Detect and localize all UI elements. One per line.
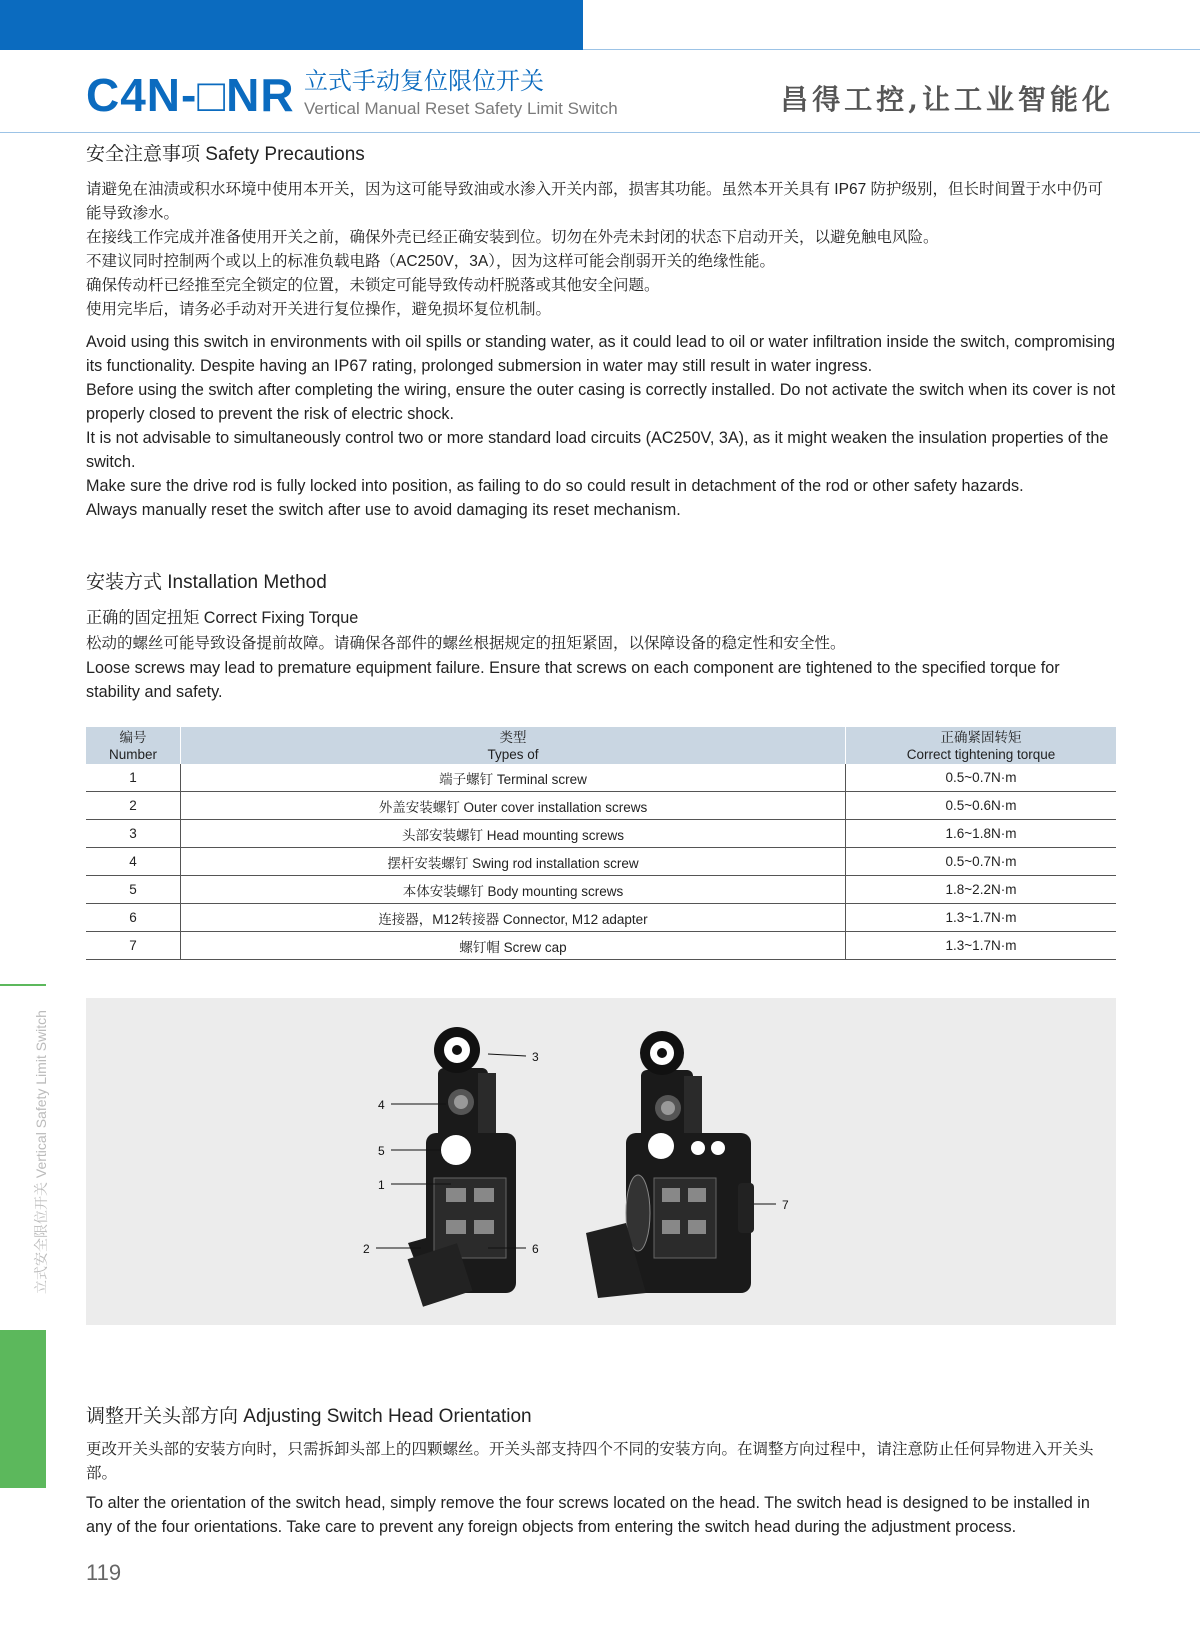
- callout-label: 6: [532, 1242, 539, 1256]
- safety-en-line: It is not advisable to simultaneously control two or more standard load circuits (AC250V, 3A), as it might weaken the insulation properties of the switch.: [86, 429, 1109, 471]
- cell-number: 6: [86, 904, 181, 932]
- cell-torque: 0.5~0.7N·m: [846, 764, 1117, 792]
- page-number: 119: [86, 1560, 122, 1585]
- cell-type: 螺钉帽 Screw cap: [181, 932, 846, 960]
- header-torque: [846, 727, 1117, 764]
- table-row: [86, 904, 1116, 932]
- cell-torque: 1.3~1.7N·m: [846, 904, 1117, 932]
- header-number-en: Number: [108, 747, 157, 762]
- switch-left: [408, 1027, 516, 1307]
- switch-right: [586, 1031, 754, 1298]
- table-row: [86, 820, 1116, 848]
- cell-torque: 1.3~1.7N·m: [846, 932, 1117, 960]
- cell-type: 摆杆安装螺钉 Swing rod installation screw: [181, 848, 846, 876]
- header-type: [181, 727, 846, 764]
- safety-cn-line: 请避免在油渍或积水环境中使用本开关，因为这可能导致油或水渗入开关内部，损害其功能。虽然本开关具有 IP67 防护级别，但长时间置于水中仍可能导致渗水。: [86, 181, 1104, 222]
- cell-torque: 1.8~2.2N·m: [846, 876, 1117, 904]
- torque-table: [86, 727, 1116, 960]
- orientation-en-text: To alter the orientation of the switch head, simply remove the four screws located on the head. The switch head is designed to be installed in any of the four orientations. Take care to prevent any foreign objects from entering the switch head during the adjustment process.: [86, 1494, 1090, 1536]
- title-chinese: 立式手动复位限位开关: [304, 68, 544, 95]
- cell-type: 头部安装螺钉 Head mounting screws: [181, 820, 846, 848]
- orientation-cn-text: 更改开关头部的安装方向时，只需拆卸头部上的四颗螺丝。开关头部支持四个不同的安装方向。在调整方向过程中，请注意防止任何异物进入开关头部。: [86, 1441, 1094, 1482]
- model-number: C4N-□NR: [86, 69, 295, 121]
- title-english: Vertical Manual Reset Safety Limit Switch: [304, 99, 618, 118]
- orientation-heading: 调整开关头部方向 Adjusting Switch Head Orientation: [86, 1406, 532, 1427]
- safety-heading: 安全注意事项 Safety Precautions: [86, 144, 365, 165]
- cell-torque: 0.5~0.7N·m: [846, 848, 1117, 876]
- table-header-row: [86, 727, 1116, 764]
- cell-type: 外盖安装螺钉 Outer cover installation screws: [181, 792, 846, 820]
- cell-type: 端子螺钉 Terminal screw: [181, 764, 846, 792]
- cell-number: 2: [86, 792, 181, 820]
- cell-number: 5: [86, 876, 181, 904]
- safety-cn-line: 确保传动杆已经推至完全锁定的位置，未锁定可能导致传动杆脱落或其他安全问题。: [86, 277, 660, 294]
- side-tab-label: 立式安全限位开关 Vertical Safety Limit Switch: [33, 1010, 49, 1294]
- safety-en-line: Always manually reset the switch after use to avoid damaging its reset mechanism.: [86, 501, 681, 519]
- table-row: [86, 764, 1116, 792]
- header-torque-cn: 正确紧固转矩: [940, 730, 1022, 745]
- installation-en-text: Loose screws may lead to premature equipment failure. Ensure that screws on each component are tightened to the specified torque for stability and safety.: [86, 659, 1060, 701]
- cell-number: 3: [86, 820, 181, 848]
- header-type-cn: 类型: [499, 730, 527, 745]
- table-row: [86, 848, 1116, 876]
- table-row: [86, 932, 1116, 960]
- switch-illustration: [86, 998, 1116, 1325]
- safety-cn-line: 使用完毕后，请务必手动对开关进行复位操作，避免损坏复位机制。: [86, 301, 552, 318]
- header-blue-bar: [0, 0, 583, 50]
- cell-torque: 1.6~1.8N·m: [846, 820, 1117, 848]
- table-row: [86, 792, 1116, 820]
- header-torque-en: Correct tightening torque: [906, 747, 1056, 762]
- switch-diagram-panel: [86, 998, 1116, 1325]
- header-number-cn: 编号: [119, 730, 147, 745]
- cell-number: 1: [86, 764, 181, 792]
- callout-label: 1: [378, 1178, 385, 1192]
- callout-label: 5: [378, 1144, 385, 1158]
- safety-cn-line: 不建议同时控制两个或以上的标准负载电路（AC250V，3A），因为这样可能会削弱开关的绝缘性能。: [86, 253, 775, 270]
- installation-cn-text: 松动的螺丝可能导致设备提前故障。请确保各部件的螺丝根据规定的扭矩紧固，以保障设备的稳定性和安全性。: [86, 635, 846, 652]
- safety-en-line: Make sure the drive rod is fully locked into position, as failing to do so could result in detachment of the rod or other safety hazards.: [86, 477, 1024, 495]
- cell-type: 连接器，M12转接器 Connector, M12 adapter: [181, 904, 846, 932]
- callout-label: 3: [532, 1050, 539, 1064]
- cell-number: 4: [86, 848, 181, 876]
- cell-torque: 0.5~0.6N·m: [846, 792, 1117, 820]
- callout-label: 2: [363, 1242, 370, 1256]
- table-row: [86, 876, 1116, 904]
- callout-label: 7: [782, 1198, 789, 1212]
- header-divider: [0, 132, 1200, 133]
- cell-number: 7: [86, 932, 181, 960]
- safety-cn-line: 在接线工作完成并准备使用开关之前，确保外壳已经正确安装到位。切勿在外壳未封闭的状态下启动开关，以避免触电风险。: [86, 229, 939, 246]
- header-type-en: Types of: [487, 747, 539, 762]
- safety-cn-text: [86, 178, 1116, 322]
- safety-en-line: Before using the switch after completing the wiring, ensure the outer casing is correctly installed. Do not activate the switch when its cover is not properly closed to prevent the risk of electric shock.: [86, 381, 1116, 423]
- side-green-block: [0, 1330, 46, 1488]
- installation-heading: 安装方式 Installation Method: [86, 572, 327, 593]
- safety-en-line: Avoid using this switch in environments with oil spills or standing water, as it could lead to oil or water infiltration inside the switch, compromising its functionality. Despite having an IP67 rating, prolonged submersion in water may still result in water ingress.: [86, 333, 1115, 375]
- header-rule: [583, 49, 1200, 50]
- company-slogan: 昌得工控,让工业智能化: [780, 83, 1114, 116]
- header-number: [86, 727, 181, 764]
- torque-subheading: 正确的固定扭矩 Correct Fixing Torque: [86, 609, 359, 627]
- safety-en-text: [86, 330, 1116, 522]
- cell-type: 本体安装螺钉 Body mounting screws: [181, 876, 846, 904]
- callout-label: 4: [378, 1098, 385, 1112]
